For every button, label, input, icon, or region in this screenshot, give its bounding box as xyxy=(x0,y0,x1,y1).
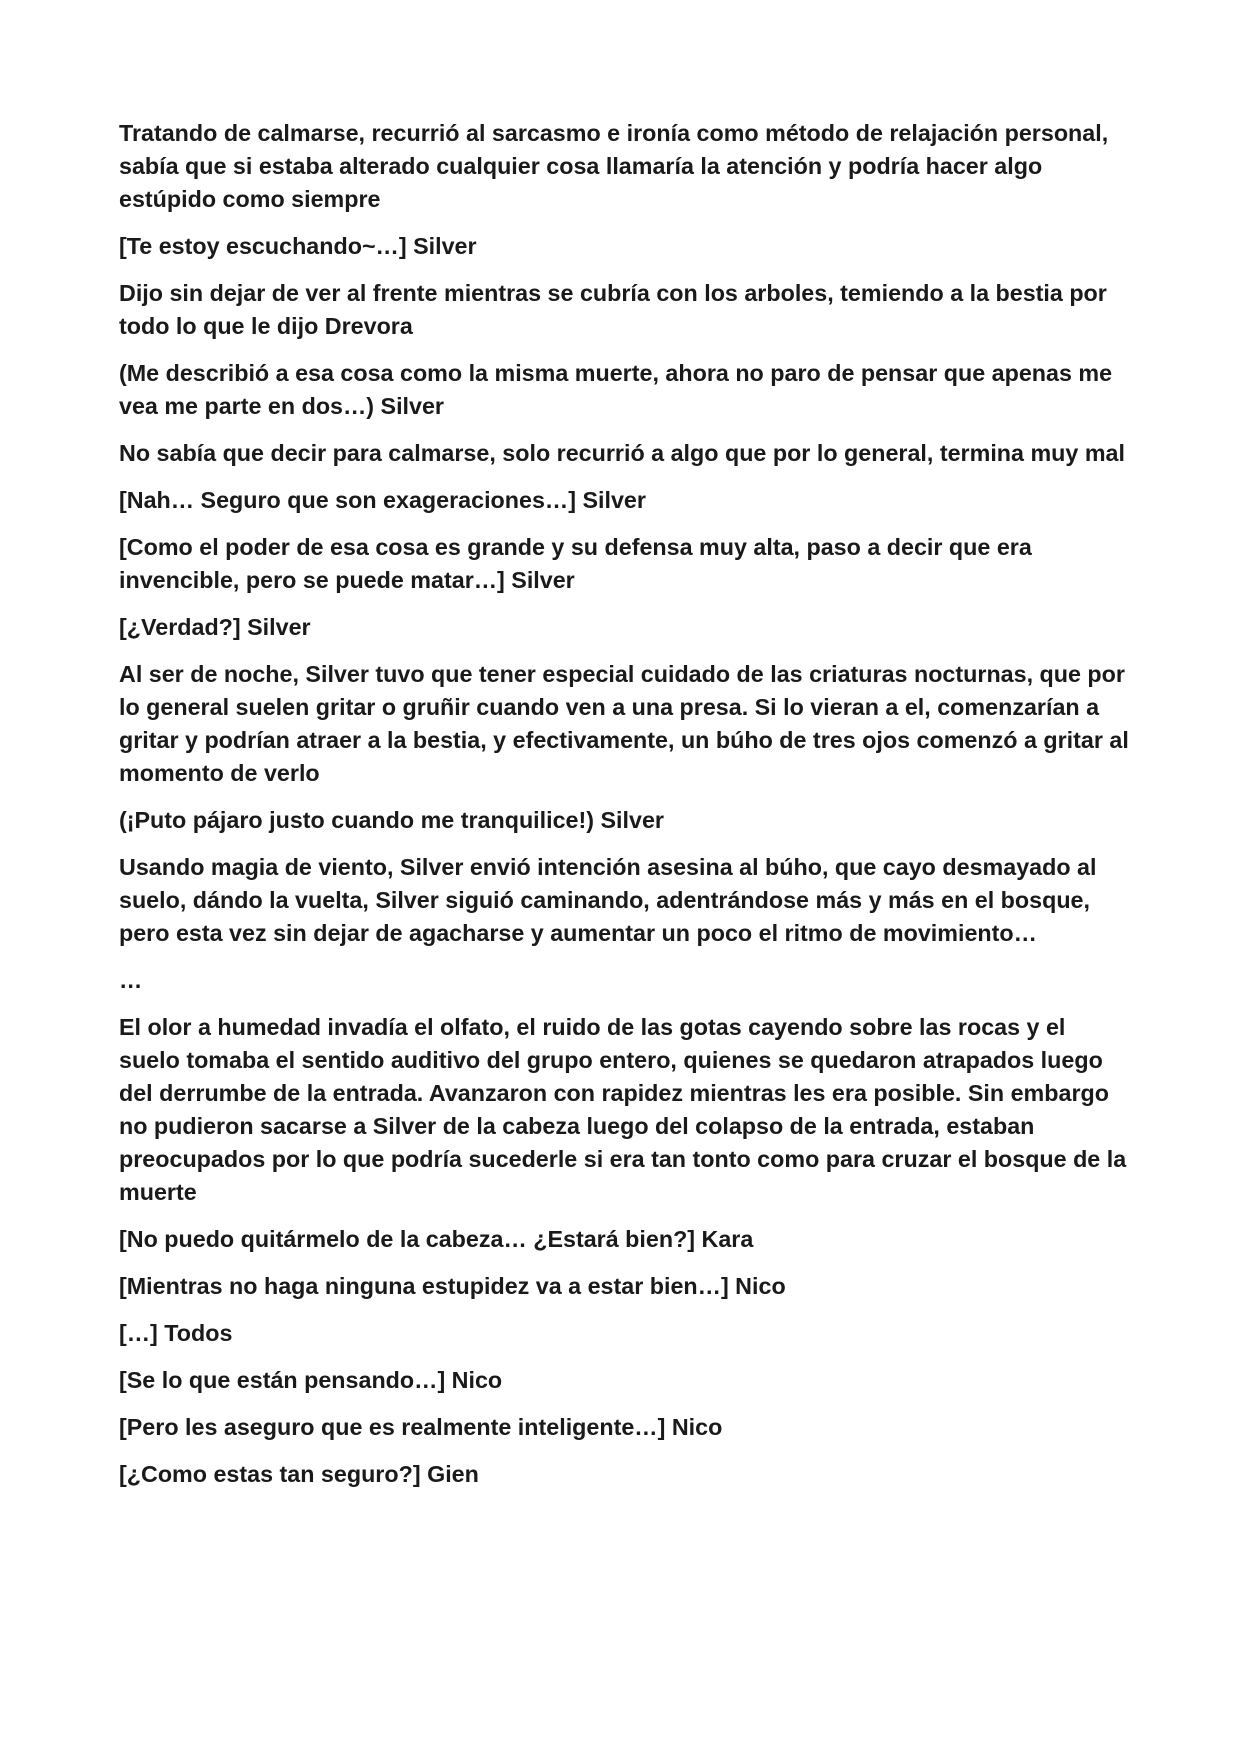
document-body xyxy=(119,117,1129,1505)
dialogue-line: [Nah… Seguro que son exageraciones…] Silver xyxy=(119,487,646,513)
paragraph: No sabía que decir para calmarse, solo recurrió a algo que por lo general, termina muy mal xyxy=(119,440,1125,466)
dialogue-line: [¿Como estas tan seguro?] Gien xyxy=(119,1461,479,1487)
dialogue-line: [Como el poder de esa cosa es grande y su defensa muy alta, paso a decir que era invencible, pero se puede matar…] Silver xyxy=(119,534,1032,593)
dialogue-line: [Mientras no haga ninguna estupidez va a estar bien…] Nico xyxy=(119,1273,786,1299)
paragraph: Tratando de calmarse, recurrió al sarcasmo e ironía como método de relajación personal, sabía que si estaba alterado cualquier cosa llamaría la atención y podría hacer algo estúpido como siempre xyxy=(119,120,1109,212)
dialogue-line: [No puedo quitármelo de la cabeza… ¿Estará bien?] Kara xyxy=(119,1226,754,1252)
scene-break: … xyxy=(119,967,143,993)
thought-line: (Me describió a esa cosa como la misma muerte, ahora no paro de pensar que apenas me vea me parte en dos…) Silver xyxy=(119,360,1113,419)
dialogue-line: […] Todos xyxy=(119,1320,233,1346)
paragraph: Dijo sin dejar de ver al frente mientras se cubría con los arboles, temiendo a la bestia por todo lo que le dijo Drevora xyxy=(119,280,1107,339)
dialogue-line: [Pero les aseguro que es realmente inteligente…] Nico xyxy=(119,1414,723,1440)
thought-line: (¡Puto pájaro justo cuando me tranquilice!) Silver xyxy=(119,807,664,833)
paragraph: Al ser de noche, Silver tuvo que tener especial cuidado de las criaturas nocturnas, que por lo general suelen gritar o gruñir cuando ven a una presa. Si lo vieran a el, comenzarían a gritar y podrían atraer a la bestia, y efectivamente, un búho de tres ojos comenzó a gritar al momento de verlo xyxy=(119,661,1129,786)
dialogue-line: [¿Verdad?] Silver xyxy=(119,614,311,640)
paragraph: El olor a humedad invadía el olfato, el ruido de las gotas cayendo sobre las rocas y el suelo tomaba el sentido auditivo del grupo entero, quienes se quedaron atrapados luego del derrumbe de la entrada. Avanzaron con rapidez mientras les era posible. Sin embargo no pudieron sacarse a Silver de la cabeza luego del colapso de la entrada, estaban preocupados por lo que podría sucederle si era tan tonto como para cruzar el bosque de la muerte xyxy=(119,1014,1127,1205)
dialogue-line: [Te estoy escuchando~…] Silver xyxy=(119,233,477,259)
dialogue-line: [Se lo que están pensando…] Nico xyxy=(119,1367,503,1393)
paragraph: Usando magia de viento, Silver envió intención asesina al búho, que cayo desmayado al suelo, dándo la vuelta, Silver siguió caminando, adentrándose más y más en el bosque, pero esta vez sin dejar de agacharse y aumentar un poco el ritmo de movimiento… xyxy=(119,854,1097,946)
